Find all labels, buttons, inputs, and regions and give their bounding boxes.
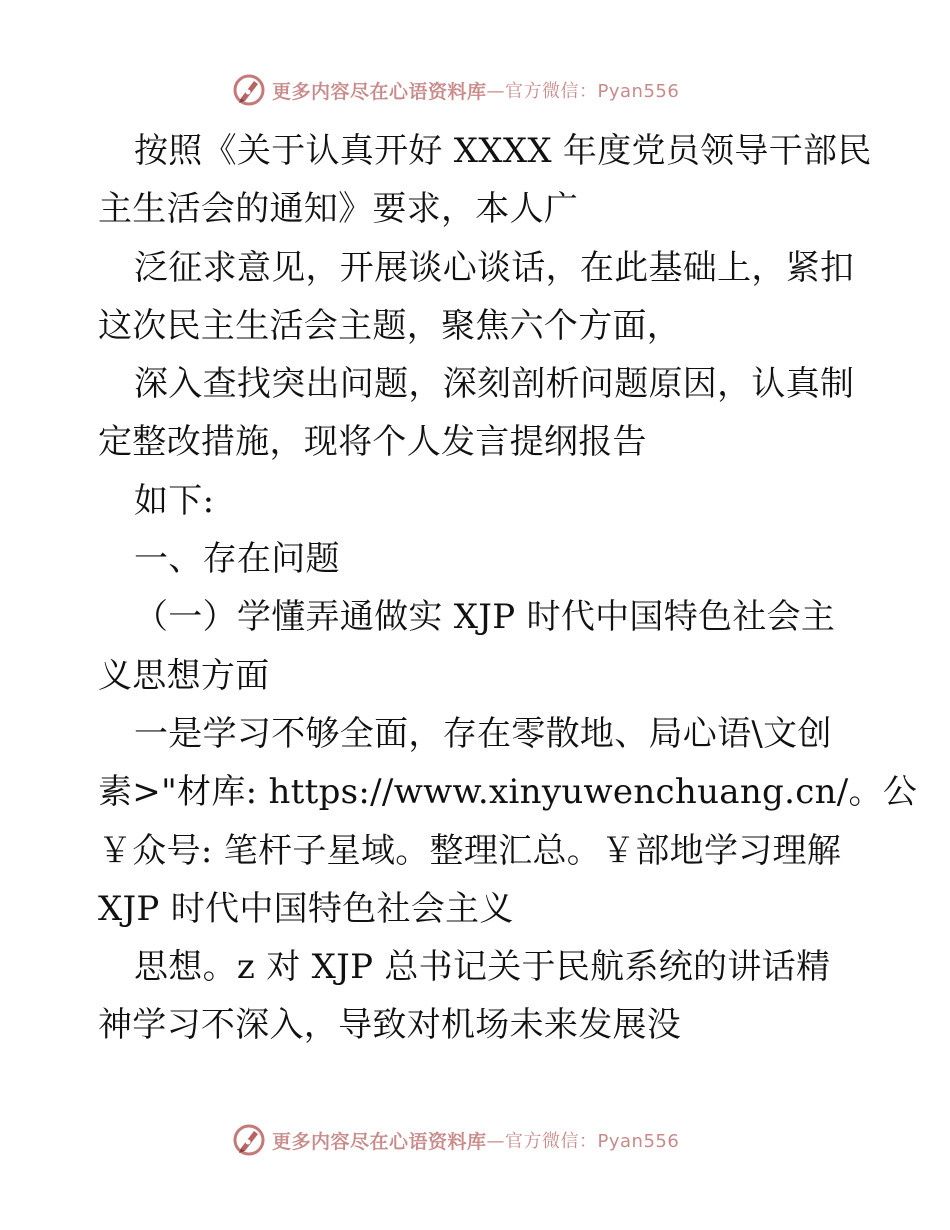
watermark-main-text: 更多内容尽在心语资料库 bbox=[272, 1130, 487, 1153]
watermark-main-text: 更多内容尽在心语资料库 bbox=[272, 80, 487, 103]
footer-watermark bbox=[232, 1122, 712, 1158]
body-line: 素>"材库: https://www.xinyuwenchuang.cn/。公 bbox=[98, 772, 918, 813]
pen-logo-icon bbox=[232, 1123, 266, 1157]
pen-logo-icon bbox=[232, 73, 266, 107]
subsection-heading: 义思想方面 bbox=[98, 655, 270, 696]
body-line: 神学习不深入，导致对机场未来发展没 bbox=[98, 1005, 682, 1046]
subsection-heading: （一）学懂弄通做实 XJP 时代中国特色社会主 bbox=[134, 597, 836, 638]
watermark-sub-text: —官方微信：Pyan556 bbox=[486, 81, 680, 102]
body-line: 思想。z 对 XJP 总书记关于民航系统的讲话精 bbox=[134, 947, 831, 988]
body-line: 一是学习不够全面，存在零散地、局心语\文创 bbox=[134, 713, 832, 754]
section-heading: 一、存在问题 bbox=[134, 539, 340, 580]
body-line: 按照《关于认真开好 XXXX 年度党员领导干部民 bbox=[134, 131, 872, 171]
body-line: ￥众号: 笔杆子星域。整理汇总。￥部地学习理解 bbox=[98, 830, 842, 871]
watermark-sub-text: —官方微信：Pyan556 bbox=[486, 1131, 680, 1152]
body-line: 定整改措施，现将个人发言提纲报告 bbox=[98, 422, 647, 463]
document-body bbox=[98, 122, 918, 1055]
body-line: XJP 时代中国特色社会主义 bbox=[98, 888, 514, 929]
body-line: 如下: bbox=[134, 480, 215, 521]
body-line: 这次民主生活会主题，聚焦六个方面， bbox=[98, 305, 682, 346]
body-line: 泛征求意见，开展谈心谈话，在此基础上，紧扣 bbox=[134, 247, 855, 288]
body-line: 深入查找突出问题，深刻剖析问题原因，认真制 bbox=[134, 364, 855, 405]
body-line: 主生活会的通知》要求，本人广 bbox=[98, 189, 579, 230]
header-watermark bbox=[232, 72, 712, 108]
